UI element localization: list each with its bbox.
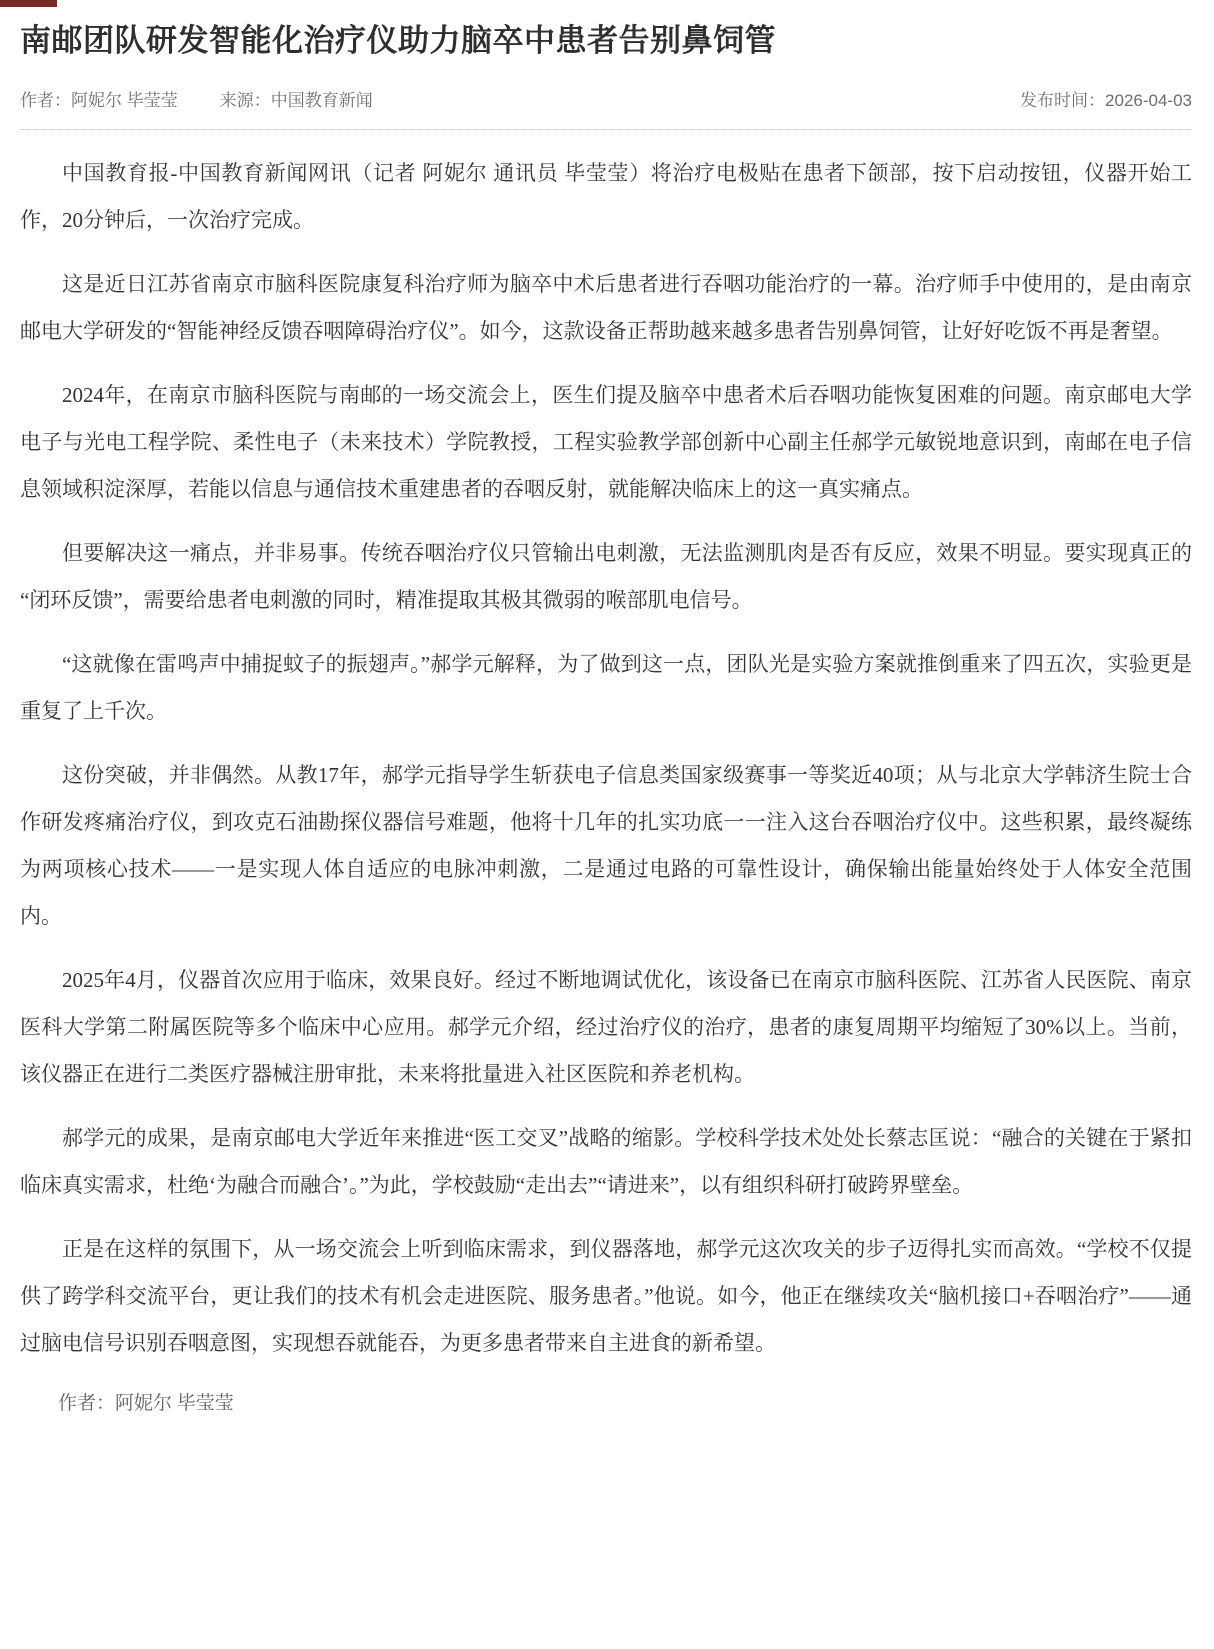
article-paragraph: 这份突破，并非偶然。从教17年，郝学元指导学生斩获电子信息类国家级赛事一等奖近40项；从与北京大学韩济生院士合作研发疼痛治疗仪，到攻克石油勘探仪器信号难题，他将十几年的扎实功底一一注入这台吞咽治疗仪中。这些积累，最终凝练为两项核心技术——一是实现人体自适应的电脉冲刺激，二是通过电路的可靠性设计，确保输出能量始终处于人体安全范围内。	[20, 763, 1192, 928]
footer-author-line	[20, 1384, 1192, 1424]
article-paragraph: 郝学元的成果，是南京邮电大学近年来推进“医工交叉”战略的缩影。学校科学技术处处长蔡志匡说：“融合的关键在于紧扣临床真实需求，杜绝‘为融合而融合’。”为此，学校鼓励“走出去”“请进来”，以有组织科研打破跨界壁垒。	[20, 1126, 1192, 1197]
article-paragraph: 中国教育报-中国教育新闻网讯（记者 阿妮尔 通讯员 毕莹莹）将治疗电极贴在患者下颌部，按下启动按钮，仪器开始工作，20分钟后，一次治疗完成。	[20, 161, 1192, 232]
meta-author	[20, 86, 178, 111]
meta-author-label: 作者：	[20, 91, 71, 110]
article-paragraph: “这就像在雷鸣声中捕捉蚊子的振翅声。”郝学元解释，为了做到这一点，团队光是实验方案就推倒重来了四五次，实验更是重复了上千次。	[20, 652, 1192, 723]
top-left-accent-bar	[0, 0, 57, 7]
meta-publish-time	[1020, 86, 1192, 111]
meta-source-value: 中国教育新闻	[270, 91, 373, 110]
article-paragraph: 2024年，在南京市脑科医院与南邮的一场交流会上，医生们提及脑卒中患者术后吞咽功能恢复困难的问题。南京邮电大学电子与光电工程学院、柔性电子（未来技术）学院教授，工程实验教学部创新中心副主任郝学元敏锐地意识到，南邮在电子信息领域积淀深厚，若能以信息与通信技术重建患者的吞咽反射，就能解决临床上的这一真实痛点。	[20, 383, 1192, 501]
article-paragraph: 这是近日江苏省南京市脑科医院康复科治疗师为脑卒中术后患者进行吞咽功能治疗的一幕。治疗师手中使用的，是由南京邮电大学研发的“智能神经反馈吞咽障碍治疗仪”。如今，这款设备正帮助越来越多患者告别鼻饲管，让好好吃饭不再是奢望。	[20, 272, 1192, 343]
article-body	[20, 150, 1192, 1367]
meta-author-value: 阿妮尔 毕莹莹	[71, 91, 178, 110]
meta-source-label: 来源：	[219, 91, 271, 110]
article-paragraph: 正是在这样的氛围下，从一场交流会上听到临床需求，到仪器落地，郝学元这次攻关的步子迈得扎实而高效。“学校不仅提供了跨学科交流平台，更让我们的技术有机会走进医院、服务患者。”他说。如今，他正在继续攻关“脑机接口+吞咽治疗”——通过脑电信号识别吞咽意图，实现想吞就能吞，为更多患者带来自主进食的新希望。	[20, 1237, 1192, 1355]
meta-publish-label: 发布时间：	[1020, 91, 1106, 110]
article-paragraph: 但要解决这一痛点，并非易事。传统吞咽治疗仪只管输出电刺激，无法监测肌肉是否有反应，效果不明显。要实现真正的“闭环反馈”，需要给患者电刺激的同时，精准提取其极其微弱的喉部肌电信号。	[20, 541, 1192, 612]
page-title: 南邮团队研发智能化治疗仪助力脑卒中患者告别鼻饲管	[20, 23, 776, 58]
article-paragraph: 2025年4月，仪器首次应用于临床，效果良好。经过不断地调试优化，该设备已在南京市脑科医院、江苏省人民医院、南京医科大学第二附属医院等多个临床中心应用。郝学元介绍，经过治疗仪的治疗，患者的康复周期平均缩短了30%以上。当前，该仪器正在进行二类医疗器械注册审批，未来将批量进入社区医院和养老机构。	[20, 968, 1192, 1086]
article-meta-row	[20, 86, 1192, 130]
footer-author-label: 作者：	[58, 1393, 116, 1414]
meta-source	[220, 86, 373, 111]
footer-author-value: 阿妮尔 毕莹莹	[115, 1393, 234, 1414]
meta-publish-date: 2026-04-03	[1105, 91, 1192, 110]
